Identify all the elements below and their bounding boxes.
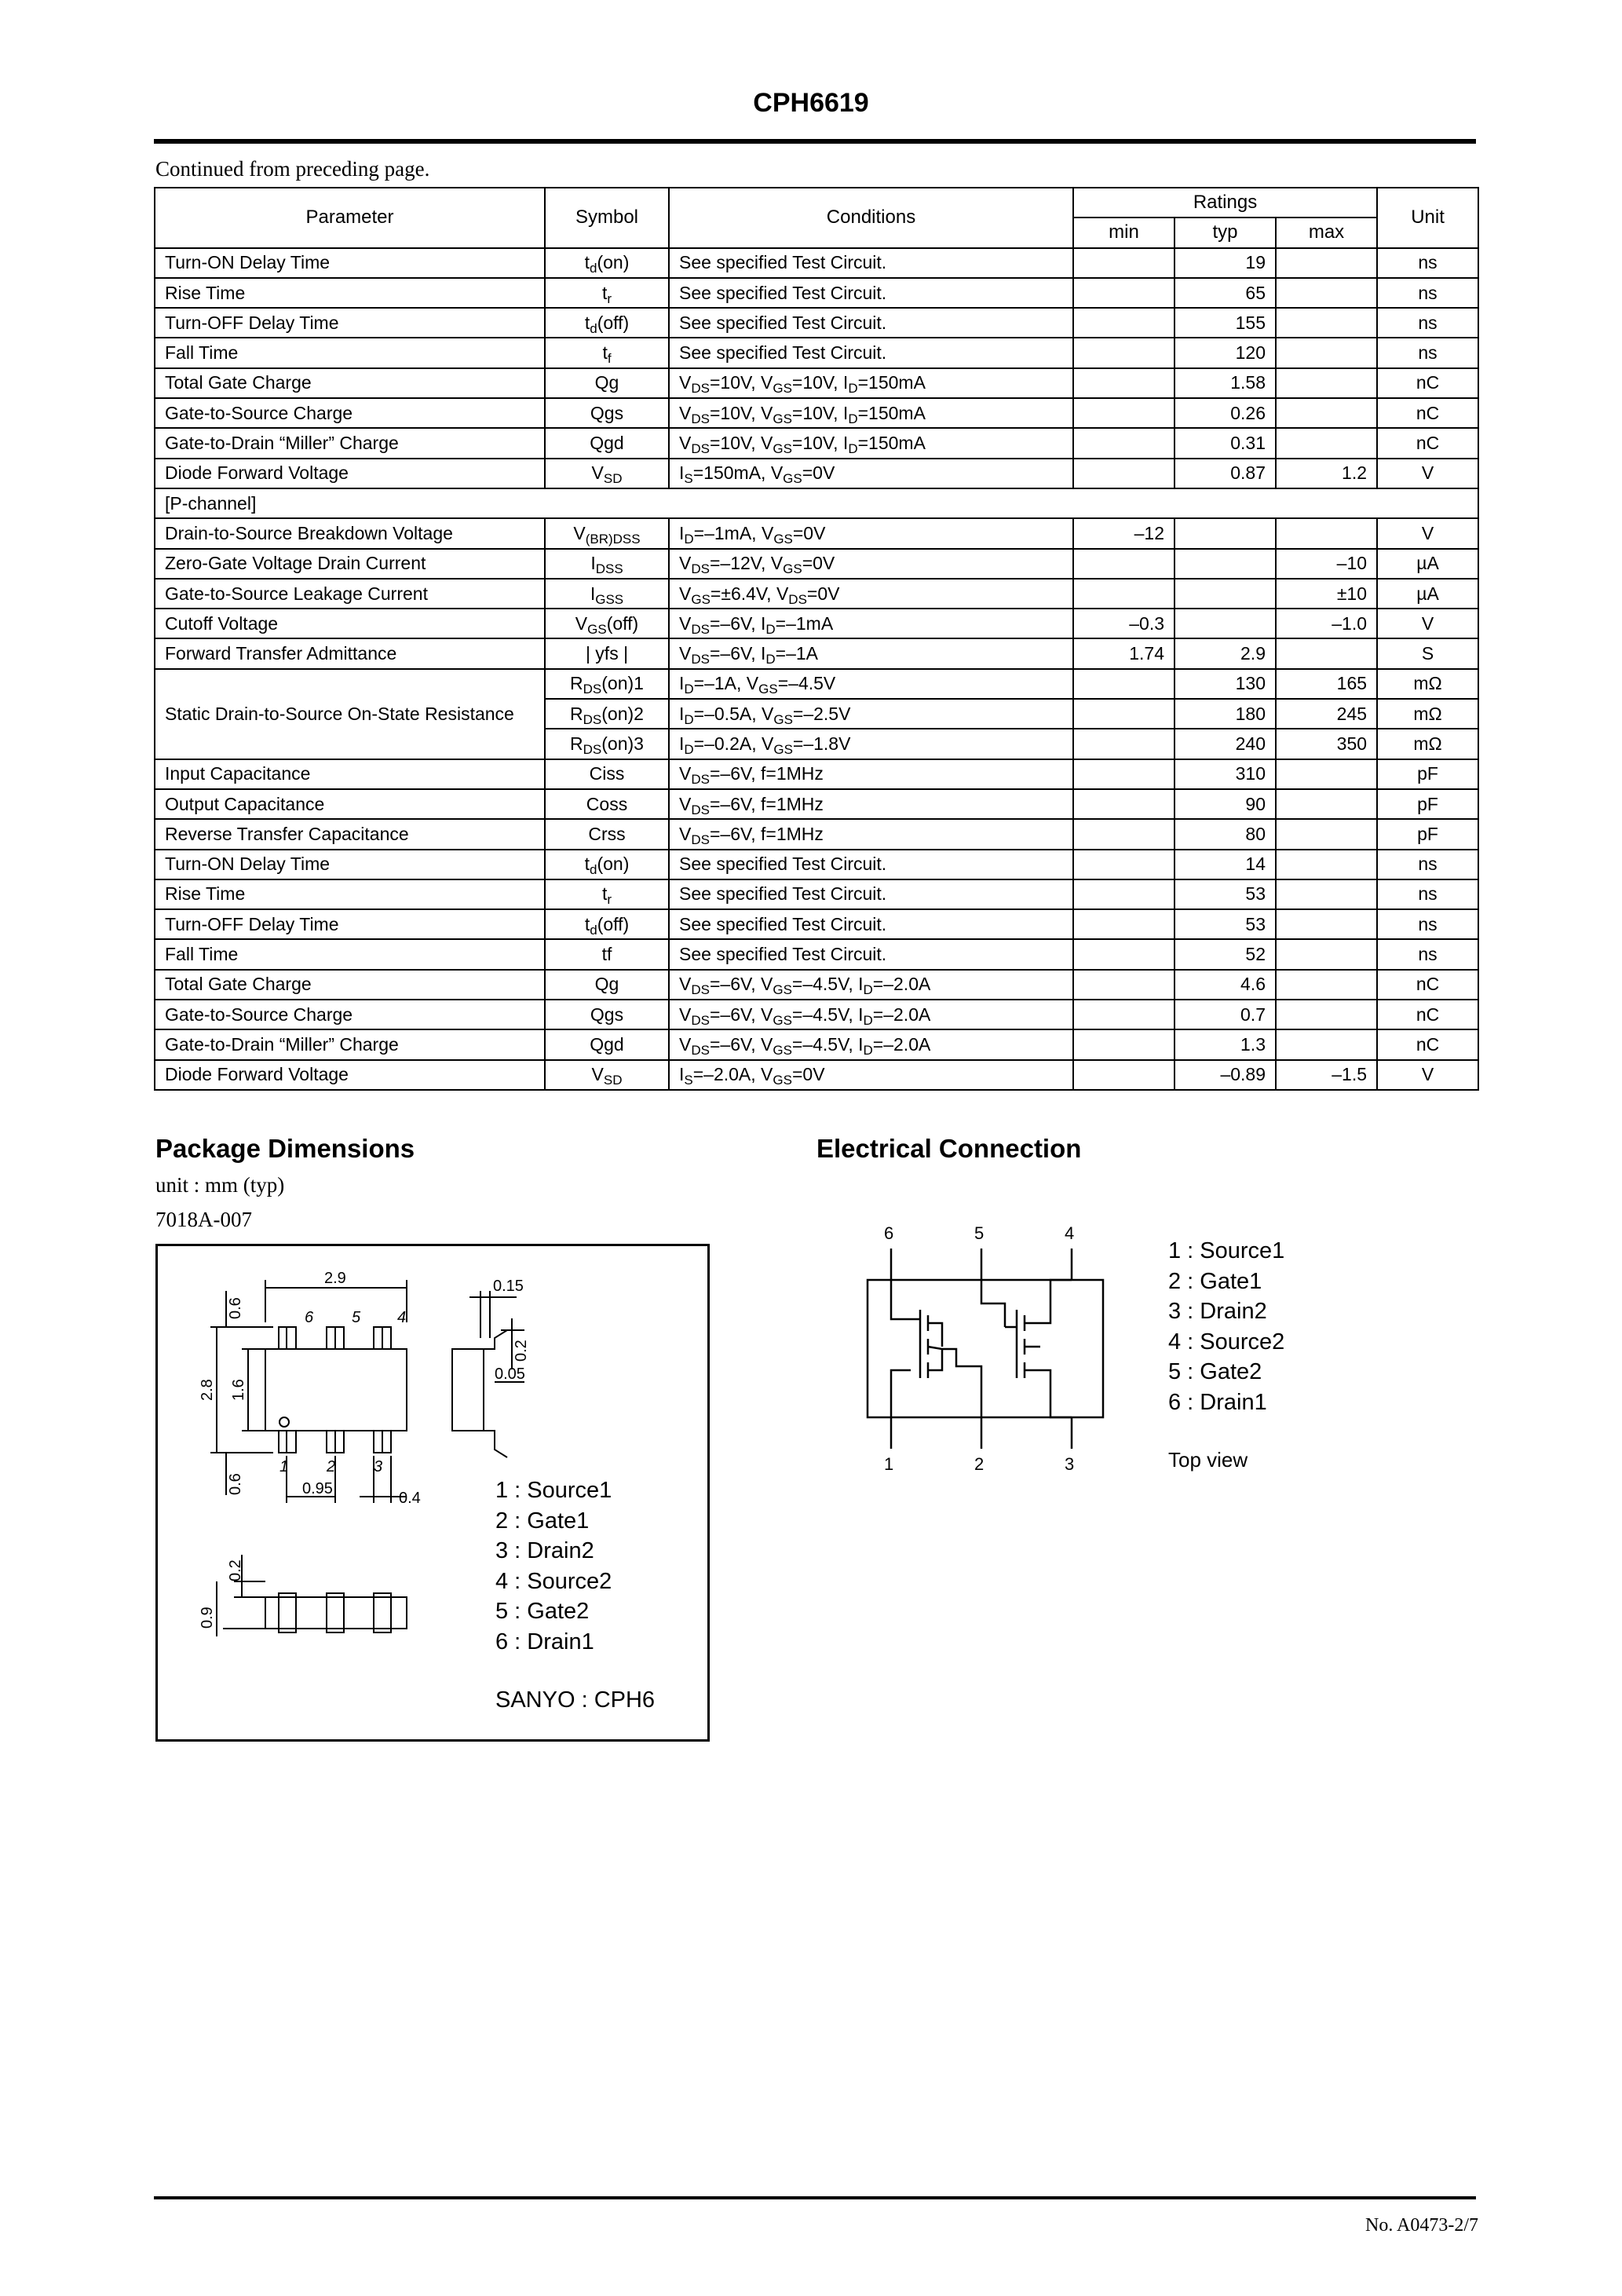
cell-max: [1276, 398, 1377, 428]
cell-typ: 180: [1174, 699, 1276, 729]
cell-symbol: $t_d(on)$: [545, 248, 669, 278]
cell-parameter: Turn-ON Delay Time: [155, 248, 545, 278]
cell-parameter: Total Gate Charge: [155, 970, 545, 1000]
cell-symbol: $t_d(off)$: [545, 909, 669, 939]
cell-min: [1073, 428, 1174, 458]
cell-min: [1073, 278, 1174, 308]
footer-rule: [154, 2196, 1476, 2199]
cell-symbol: $R_{DS}(on)1$: [545, 669, 669, 699]
table-row: [155, 819, 1478, 849]
package-pin-list: [495, 1475, 612, 1657]
header-unit: Unit: [1377, 188, 1478, 248]
conn-pin-number-4: 4: [1065, 1223, 1075, 1243]
table-row: [155, 609, 1478, 638]
cell-typ: 4.6: [1174, 970, 1276, 1000]
header-conditions: Conditions: [669, 188, 1073, 248]
cell-conditions: $V_{DS}=-6V$, $V_{GS}=-4.5V$, $I_D=-2.0A$: [669, 1029, 1073, 1059]
package-heading: Package Dimensions: [155, 1134, 415, 1163]
cell-max: [1276, 1000, 1377, 1029]
cell-symbol: $R_{DS}(on)3$: [545, 729, 669, 759]
table-row: [155, 789, 1478, 819]
cell-symbol: Qg: [545, 970, 669, 1000]
cell-max: [1276, 819, 1377, 849]
cell-unit: nC: [1377, 1029, 1478, 1059]
connection-pin-5: 5 : Gate2: [1168, 1359, 1262, 1384]
cell-min: [1073, 308, 1174, 338]
cell-max: [1276, 970, 1377, 1000]
cell-typ: 53: [1174, 909, 1276, 939]
table-row: [155, 759, 1478, 789]
cell-conditions: $V_{DS}=10V$, $V_{GS}=10V$, $I_D=150mA$: [669, 398, 1073, 428]
header-ratings: Ratings: [1073, 188, 1377, 218]
cell-parameter: Forward Transfer Admittance: [155, 638, 545, 668]
cell-symbol: $V_{(BR)DSS}$: [545, 518, 669, 548]
cell-conditions: See specified Test Circuit.: [669, 939, 1073, 969]
cell-parameter: Zero-Gate Voltage Drain Current: [155, 549, 545, 579]
cell-min: –0.3: [1073, 609, 1174, 638]
conn-pin-number-2: 2: [974, 1454, 985, 1474]
cell-unit: S: [1377, 638, 1478, 668]
cell-conditions: $V_{DS}=-6V$, $I_D=-1A$: [669, 638, 1073, 668]
cell-max: [1276, 638, 1377, 668]
cell-conditions: See specified Test Circuit.: [669, 879, 1073, 909]
header-min: min: [1073, 218, 1174, 247]
cell-parameter: Gate-to-Source Charge: [155, 1000, 545, 1029]
package-pin-4: 4 : Source2: [495, 1568, 612, 1594]
cell-parameter: Fall Time: [155, 338, 545, 367]
package-pin-5: 5 : Gate2: [495, 1599, 590, 1624]
cell-max: [1276, 428, 1377, 458]
cell-conditions: $I_D=-1A$, $V_{GS}=-4.5V$: [669, 669, 1073, 699]
cell-conditions: $I_S=-2.0A$, $V_{GS}=0V$: [669, 1060, 1073, 1090]
table-row: [155, 1060, 1478, 1090]
cell-max: [1276, 879, 1377, 909]
dim-total-height: 2.8: [199, 1379, 216, 1401]
table-row: [155, 939, 1478, 969]
pin-number-2: 2: [327, 1458, 336, 1475]
cell-parameter: Diode Forward Voltage: [155, 459, 545, 488]
table-row: [155, 970, 1478, 1000]
cell-max: [1276, 909, 1377, 939]
cell-max: –1.5: [1276, 1060, 1377, 1090]
cell-unit: V: [1377, 609, 1478, 638]
cell-typ: 0.87: [1174, 459, 1276, 488]
cell-max: [1276, 850, 1377, 879]
cell-conditions: $V_{DS}=-6V$, $V_{GS}=-4.5V$, $I_D=-2.0A$: [669, 970, 1073, 1000]
cell-unit: nC: [1377, 368, 1478, 398]
cell-conditions: $I_D=-0.5A$, $V_{GS}=-2.5V$: [669, 699, 1073, 729]
table-row: [155, 398, 1478, 428]
table-row: [155, 879, 1478, 909]
cell-typ: [1174, 579, 1276, 609]
cell-parameter: Input Capacitance: [155, 759, 545, 789]
cell-symbol: Crss: [545, 819, 669, 849]
cell-symbol: $t_d(on)$: [545, 850, 669, 879]
table-row: [155, 518, 1478, 548]
cell-typ: 120: [1174, 338, 1276, 367]
cell-unit: µA: [1377, 549, 1478, 579]
cell-parameter: Reverse Transfer Capacitance: [155, 819, 545, 849]
conn-pin-number-5: 5: [974, 1223, 985, 1243]
cell-typ: 53: [1174, 879, 1276, 909]
cell-symbol: $I_{GSS}$: [545, 579, 669, 609]
cell-conditions: $I_D=-1mA$, $V_{GS}=0V$: [669, 518, 1073, 548]
cell-typ: 14: [1174, 850, 1276, 879]
continued-note: Continued from preceding page.: [155, 157, 430, 181]
package-pin-2: 2 : Gate1: [495, 1508, 590, 1534]
cell-symbol: $R_{DS}(on)2$: [545, 699, 669, 729]
dim-lead-width: 0.4: [399, 1490, 421, 1507]
cell-symbol: | yfs |: [545, 638, 669, 668]
table-row: [155, 248, 1478, 278]
cell-parameter: Cutoff Voltage: [155, 609, 545, 638]
conn-pin-number-3: 3: [1065, 1454, 1075, 1474]
cell-symbol: Qgs: [545, 1000, 669, 1029]
cell-max: 1.2: [1276, 459, 1377, 488]
package-code: 7018A-007: [155, 1208, 252, 1231]
cell-conditions: $V_{DS}=10V$, $V_{GS}=10V$, $I_D=150mA$: [669, 428, 1073, 458]
cell-max: [1276, 338, 1377, 367]
cell-conditions: See specified Test Circuit.: [669, 248, 1073, 278]
cell-conditions: $V_{DS}=10V$, $V_{GS}=10V$, $I_D=150mA$: [669, 368, 1073, 398]
cell-typ: 1.3: [1174, 1029, 1276, 1059]
package-maker: SANYO : CPH6: [495, 1687, 656, 1713]
cell-max: [1276, 368, 1377, 398]
table-row: [155, 368, 1478, 398]
cell-unit: pF: [1377, 759, 1478, 789]
gate1-lead: [942, 1349, 981, 1417]
cell-parameter: Turn-OFF Delay Time: [155, 909, 545, 939]
pin-number-1: 1: [279, 1458, 289, 1475]
cell-min: [1073, 789, 1174, 819]
cell-parameter: Rise Time: [155, 278, 545, 308]
dim-lead-bottom: 0.6: [227, 1473, 244, 1495]
cell-conditions: $I_D=-0.2A$, $V_{GS}=-1.8V$: [669, 729, 1073, 759]
cell-min: [1073, 338, 1174, 367]
cell-unit: V: [1377, 459, 1478, 488]
cell-unit: ns: [1377, 278, 1478, 308]
cell-parameter: Static Drain-to-Source On-State Resistance: [155, 669, 545, 759]
cell-typ: 52: [1174, 939, 1276, 969]
spec-table: [154, 187, 1479, 1091]
cell-max: [1276, 278, 1377, 308]
header-rule: [154, 139, 1476, 144]
header-parameter: Parameter: [155, 188, 545, 248]
pin-number-4: 4: [397, 1309, 407, 1326]
cell-parameter: Drain-to-Source Breakdown Voltage: [155, 518, 545, 548]
cell-min: [1073, 970, 1174, 1000]
cell-max: 245: [1276, 699, 1377, 729]
connection-pin-3: 3 : Drain2: [1168, 1299, 1267, 1324]
cell-unit: nC: [1377, 970, 1478, 1000]
cell-symbol: $t_r$: [545, 879, 669, 909]
cell-max: ±10: [1276, 579, 1377, 609]
cell-max: 165: [1276, 669, 1377, 699]
cell-conditions: See specified Test Circuit.: [669, 909, 1073, 939]
cell-max: –1.0: [1276, 609, 1377, 638]
cell-parameter: Turn-OFF Delay Time: [155, 308, 545, 338]
cell-conditions: $V_{DS}=-6V$, f=1MHz: [669, 759, 1073, 789]
cell-typ: [1174, 549, 1276, 579]
cell-typ: 65: [1174, 278, 1276, 308]
cell-unit: ns: [1377, 248, 1478, 278]
gate2-lead: [981, 1280, 1005, 1327]
conn-pin-number-1: 1: [884, 1454, 894, 1474]
cell-conditions: $V_{DS}=-6V$, $I_D=-1mA$: [669, 609, 1073, 638]
cell-min: [1073, 248, 1174, 278]
package-drawing-box: [155, 1244, 710, 1742]
dim-bottom-height: 0.9: [199, 1607, 216, 1629]
cell-unit: ns: [1377, 338, 1478, 367]
cell-unit: mΩ: [1377, 729, 1478, 759]
cell-min: [1073, 579, 1174, 609]
cell-conditions: See specified Test Circuit.: [669, 338, 1073, 367]
cell-typ: 90: [1174, 789, 1276, 819]
cell-min: [1073, 879, 1174, 909]
package-unit-note: unit : mm (typ): [155, 1173, 285, 1197]
pin1-marker: [279, 1417, 289, 1427]
cell-max: [1276, 518, 1377, 548]
cell-min: [1073, 549, 1174, 579]
cell-typ: 0.7: [1174, 1000, 1276, 1029]
document-title: CPH6619: [753, 88, 869, 118]
connection-pin-list: [1168, 1236, 1284, 1417]
cell-typ: 1.58: [1174, 368, 1276, 398]
cell-parameter: Output Capacitance: [155, 789, 545, 819]
cell-symbol: Coss: [545, 789, 669, 819]
connection-heading: Electrical Connection: [816, 1134, 1082, 1163]
cell-conditions: See specified Test Circuit.: [669, 278, 1073, 308]
section-row: [155, 488, 1478, 518]
package-body-front-view: [265, 1597, 407, 1629]
cell-typ: 155: [1174, 308, 1276, 338]
table-row: [155, 308, 1478, 338]
table-row: [155, 549, 1478, 579]
electrical-connection-diagram: [856, 1217, 1123, 1484]
cell-symbol: Ciss: [545, 759, 669, 789]
cell-conditions: $V_{DS}=-6V$, $V_{GS}=-4.5V$, $I_D=-2.0A$: [669, 1000, 1073, 1029]
cell-min: [1073, 759, 1174, 789]
cell-symbol: Qgd: [545, 1029, 669, 1059]
package-pin-6: 6 : Drain1: [495, 1629, 594, 1654]
cell-min: [1073, 819, 1174, 849]
connection-pin-6: 6 : Drain1: [1168, 1389, 1267, 1415]
table-row: [155, 1000, 1478, 1029]
cell-symbol: $V_{SD}$: [545, 1060, 669, 1090]
table-row: [155, 1029, 1478, 1059]
device-outline: [868, 1280, 1103, 1417]
cell-min: [1073, 729, 1174, 759]
cell-max: [1276, 939, 1377, 969]
header-symbol: Symbol: [545, 188, 669, 248]
cell-unit: ns: [1377, 879, 1478, 909]
cell-min: [1073, 669, 1174, 699]
table-row: [155, 850, 1478, 879]
cell-parameter: Gate-to-Drain “Miller” Charge: [155, 428, 545, 458]
spec-table-body: [155, 248, 1478, 1090]
cell-max: [1276, 308, 1377, 338]
cell-typ: 0.31: [1174, 428, 1276, 458]
cell-conditions: $V_{DS}=-6V$, f=1MHz: [669, 789, 1073, 819]
cell-unit: pF: [1377, 789, 1478, 819]
cell-unit: mΩ: [1377, 699, 1478, 729]
cell-symbol: tf: [545, 939, 669, 969]
dim-lead-top: 0.6: [227, 1297, 244, 1319]
cell-conditions: $V_{DS}=-6V$, f=1MHz: [669, 819, 1073, 849]
cell-min: [1073, 1029, 1174, 1059]
cell-min: [1073, 909, 1174, 939]
cell-symbol: Qgs: [545, 398, 669, 428]
cell-typ: 2.9: [1174, 638, 1276, 668]
cell-min: [1073, 368, 1174, 398]
cell-parameter: Gate-to-Source Leakage Current: [155, 579, 545, 609]
dim-bottom-standoff: 0.2: [227, 1559, 244, 1581]
cell-min: 1.74: [1073, 638, 1174, 668]
cell-max: 350: [1276, 729, 1377, 759]
cell-typ: 310: [1174, 759, 1276, 789]
table-row: [155, 338, 1478, 367]
table-row: [155, 669, 1478, 699]
connection-pin-1: 1 : Source1: [1168, 1238, 1285, 1263]
cell-symbol: Qgd: [545, 428, 669, 458]
cell-symbol: $I_{DSS}$: [545, 549, 669, 579]
dim-side-gap: 0.05: [495, 1366, 525, 1383]
cell-parameter: Fall Time: [155, 939, 545, 969]
cell-typ: 19: [1174, 248, 1276, 278]
cell-unit: µA: [1377, 579, 1478, 609]
cell-min: [1073, 850, 1174, 879]
package-pin-1: 1 : Source1: [495, 1478, 612, 1503]
package-body-side-view: [452, 1349, 484, 1431]
cell-max: [1276, 1029, 1377, 1059]
cell-typ: [1174, 609, 1276, 638]
cell-min: –12: [1073, 518, 1174, 548]
cell-typ: 130: [1174, 669, 1276, 699]
cell-unit: pF: [1377, 819, 1478, 849]
table-row: [155, 909, 1478, 939]
connection-pin-4: 4 : Source2: [1168, 1329, 1285, 1355]
page-number: No. A0473-2/7: [1365, 2215, 1478, 2236]
dim-side-lead: 0.2: [513, 1340, 530, 1362]
cell-parameter: Gate-to-Source Charge: [155, 398, 545, 428]
cell-max: [1276, 759, 1377, 789]
cell-conditions: $V_{GS}=\pm 6.4V$, $V_{DS}=0V$: [669, 579, 1073, 609]
table-row: [155, 278, 1478, 308]
dim-width: 2.9: [324, 1270, 346, 1287]
cell-unit: nC: [1377, 398, 1478, 428]
package-drawing: [155, 1244, 710, 1742]
cell-min: [1073, 459, 1174, 488]
cell-symbol: Qg: [545, 368, 669, 398]
cell-typ: [1174, 518, 1276, 548]
cell-unit: ns: [1377, 909, 1478, 939]
pin-number-5: 5: [352, 1309, 361, 1326]
connection-view-label: Top view: [1168, 1448, 1248, 1472]
cell-parameter: Diode Forward Voltage: [155, 1060, 545, 1090]
pin-number-6: 6: [305, 1309, 314, 1326]
cell-conditions: $V_{DS}=-12V$, $V_{GS}=0V$: [669, 549, 1073, 579]
cell-unit: mΩ: [1377, 669, 1478, 699]
cell-unit: ns: [1377, 939, 1478, 969]
cell-unit: nC: [1377, 1000, 1478, 1029]
cell-typ: 240: [1174, 729, 1276, 759]
cell-max: –10: [1276, 549, 1377, 579]
cell-min: [1073, 1000, 1174, 1029]
cell-typ: –0.89: [1174, 1060, 1276, 1090]
cell-conditions: $I_S=150mA$, $V_{GS}=0V$: [669, 459, 1073, 488]
cell-unit: V: [1377, 518, 1478, 548]
section-label: [P-channel]: [155, 488, 1478, 518]
table-row: [155, 638, 1478, 668]
header-max: max: [1276, 218, 1377, 247]
table-row: [155, 459, 1478, 488]
cell-max: [1276, 789, 1377, 819]
cell-parameter: Total Gate Charge: [155, 368, 545, 398]
cell-max: [1276, 248, 1377, 278]
cell-typ: 80: [1174, 819, 1276, 849]
cell-parameter: Turn-ON Delay Time: [155, 850, 545, 879]
header-typ: typ: [1174, 218, 1276, 247]
cell-conditions: See specified Test Circuit.: [669, 850, 1073, 879]
cell-parameter: Rise Time: [155, 879, 545, 909]
cell-symbol: $V_{SD}$: [545, 459, 669, 488]
conn-pin-number-6: 6: [884, 1223, 894, 1243]
pin-number-3: 3: [374, 1458, 383, 1475]
cell-min: [1073, 939, 1174, 969]
cell-min: [1073, 1060, 1174, 1090]
cell-min: [1073, 398, 1174, 428]
cell-unit: ns: [1377, 308, 1478, 338]
dim-side-top: 0.15: [493, 1278, 524, 1295]
table-row: [155, 428, 1478, 458]
fet1-drain-lead: [891, 1280, 920, 1319]
dim-pitch: 0.95: [302, 1480, 333, 1497]
cell-symbol: $V_{GS}(off)$: [545, 609, 669, 638]
cell-parameter: Gate-to-Drain “Miller” Charge: [155, 1029, 545, 1059]
cell-typ: 0.26: [1174, 398, 1276, 428]
cell-symbol: $t_f$: [545, 338, 669, 367]
package-pin-3: 3 : Drain2: [495, 1538, 594, 1563]
cell-unit: ns: [1377, 850, 1478, 879]
cell-symbol: $t_r$: [545, 278, 669, 308]
cell-min: [1073, 699, 1174, 729]
table-row: [155, 579, 1478, 609]
cell-unit: nC: [1377, 428, 1478, 458]
dim-body-height: 1.6: [230, 1379, 247, 1401]
cell-unit: V: [1377, 1060, 1478, 1090]
connection-pin-2: 2 : Gate1: [1168, 1268, 1262, 1294]
cell-conditions: See specified Test Circuit.: [669, 308, 1073, 338]
cell-symbol: $t_d(off)$: [545, 308, 669, 338]
